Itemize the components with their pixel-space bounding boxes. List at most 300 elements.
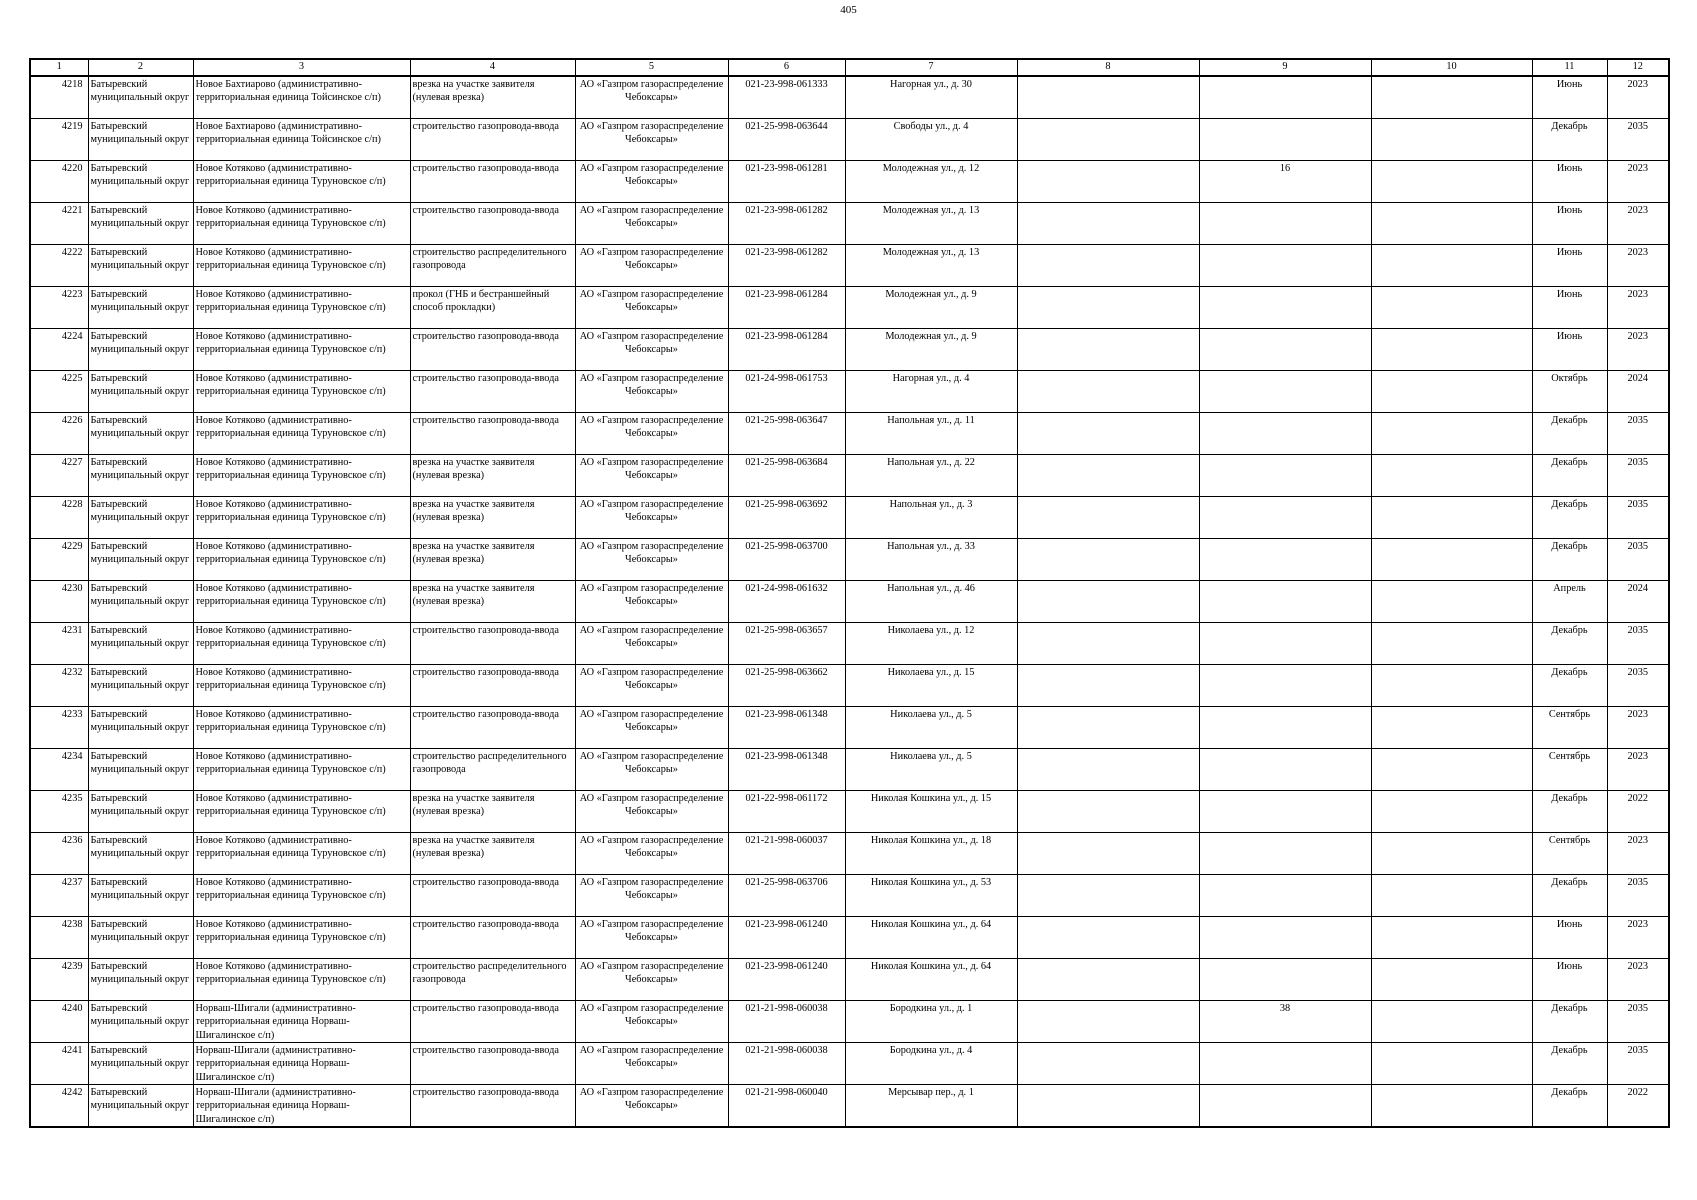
- application-code-cell-text: 021-23-998-061284: [745, 331, 828, 342]
- column-9-cell: [1199, 791, 1371, 833]
- district-cell: [88, 497, 193, 539]
- district-cell: [88, 371, 193, 413]
- work-type-cell-text: строительство газопровода-ввода: [412, 877, 559, 888]
- organization-cell-text: АО «Газпром газораспределение Чебоксары»: [579, 793, 724, 818]
- organization-cell-text: АО «Газпром газораспределение Чебоксары»: [579, 961, 724, 986]
- month-cell-text: Декабрь: [1551, 793, 1588, 804]
- column-8-cell: [1017, 875, 1199, 917]
- month-cell-text: Июнь: [1556, 919, 1583, 930]
- organization-cell-text: АО «Газпром газораспределение Чебоксары»: [579, 541, 724, 566]
- column-9-cell: [1199, 581, 1371, 623]
- application-code-cell: [728, 119, 845, 161]
- month-cell-text: Декабрь: [1551, 1045, 1588, 1056]
- address-cell-text: Бородкина ул., д. 1: [889, 1003, 973, 1014]
- table-row: [30, 1001, 1669, 1043]
- organization-cell-text: АО «Газпром газораспределение Чебоксары»: [579, 625, 724, 650]
- month-cell: [1532, 539, 1607, 581]
- column-header: 6: [728, 59, 845, 76]
- settlement-cell: [193, 329, 410, 371]
- address-cell-text: Молодежная ул., д. 13: [882, 247, 980, 258]
- month-cell-text: Декабрь: [1551, 625, 1588, 636]
- work-type-cell-text: прокол (ГНБ и бестраншейный способ прокладки): [412, 289, 550, 314]
- page-number: 405: [840, 4, 857, 16]
- year-cell: [1607, 1043, 1669, 1085]
- year-cell-text: 2023: [1627, 709, 1649, 720]
- settlement-cell: [193, 539, 410, 581]
- application-code-cell-text: 021-23-998-061281: [745, 163, 828, 174]
- address-cell: [845, 959, 1017, 1001]
- settlement-cell-text: Новое Бахтиарово (административно-территориальная единица Тойсинское с/п): [195, 121, 381, 146]
- month-cell-text: Сентябрь: [1548, 835, 1591, 846]
- year-cell: [1607, 119, 1669, 161]
- organization-cell: [575, 371, 728, 413]
- column-10-cell: [1371, 119, 1532, 161]
- settlement-cell-text: Норваш-Шигали (административно-территориальная единица Норваш-Шигалинское с/п): [195, 1087, 356, 1125]
- month-cell-text: Октябрь: [1551, 373, 1588, 384]
- table-row: [30, 749, 1669, 791]
- work-type-cell: [410, 119, 575, 161]
- organization-cell: [575, 245, 728, 287]
- month-cell: [1532, 497, 1607, 539]
- column-8-cell: [1017, 455, 1199, 497]
- column-9-cell: [1199, 1085, 1371, 1128]
- year-cell: [1607, 539, 1669, 581]
- table-row: [30, 455, 1669, 497]
- organization-cell-text: АО «Газпром газораспределение Чебоксары»: [579, 331, 724, 356]
- column-10-cell: [1371, 833, 1532, 875]
- application-code-cell-text: 021-23-998-061348: [745, 751, 828, 762]
- table-row: [30, 959, 1669, 1001]
- district-cell: [88, 329, 193, 371]
- settlement-cell-text: Новое Бахтиарово (административно-территориальная единица Тойсинское с/п): [195, 79, 381, 104]
- table-row: [30, 665, 1669, 707]
- row-number-cell: [30, 1001, 88, 1043]
- district-cell: [88, 455, 193, 497]
- month-cell: [1532, 329, 1607, 371]
- column-10-cell: [1371, 161, 1532, 203]
- year-cell-text: 2035: [1627, 415, 1649, 426]
- month-cell: [1532, 1001, 1607, 1043]
- column-10-cell: [1371, 1043, 1532, 1085]
- settlement-cell-text: Новое Котяково (административно-территориальная единица Туруновское с/п): [195, 289, 386, 314]
- address-cell: [845, 203, 1017, 245]
- work-type-cell: [410, 707, 575, 749]
- settlement-cell-text: Новое Котяково (административно-территориальная единица Туруновское с/п): [195, 331, 386, 356]
- column-10-cell: [1371, 581, 1532, 623]
- organization-cell-text: АО «Газпром газораспределение Чебоксары»: [579, 79, 724, 104]
- year-cell: [1607, 875, 1669, 917]
- column-header: 8: [1017, 59, 1199, 76]
- address-cell: [845, 287, 1017, 329]
- column-9-cell: [1199, 161, 1371, 203]
- district-cell: [88, 119, 193, 161]
- column-header: 5: [575, 59, 728, 76]
- row-number-cell: [30, 119, 88, 161]
- organization-cell: [575, 287, 728, 329]
- address-cell: [845, 1085, 1017, 1128]
- application-code-cell: [728, 329, 845, 371]
- settlement-cell-text: Норваш-Шигали (административно-территориальная единица Норваш-Шигалинское с/п): [195, 1045, 356, 1083]
- row-number-cell-text: 4239: [61, 961, 83, 972]
- organization-cell-text: АО «Газпром газораспределение Чебоксары»: [579, 583, 724, 608]
- district-cell: [88, 623, 193, 665]
- work-type-cell: [410, 1043, 575, 1085]
- year-cell-text: 2023: [1627, 79, 1649, 90]
- district-cell: [88, 1085, 193, 1128]
- work-type-cell: [410, 959, 575, 1001]
- row-number-cell: [30, 581, 88, 623]
- settlement-cell-text: Новое Котяково (административно-территориальная единица Туруновское с/п): [195, 415, 386, 440]
- work-type-cell: [410, 203, 575, 245]
- work-type-cell-text: врезка на участке заявителя (нулевая врезка): [412, 583, 535, 608]
- settlement-cell: [193, 161, 410, 203]
- organization-cell: [575, 707, 728, 749]
- district-cell-text: Батыревский муниципальный округ: [90, 1045, 190, 1070]
- column-9-cell: [1199, 539, 1371, 581]
- organization-cell-text: АО «Газпром газораспределение Чебоксары»: [579, 1045, 724, 1070]
- column-10-cell: [1371, 959, 1532, 1001]
- row-number-cell: [30, 245, 88, 287]
- year-cell-text: 2023: [1627, 835, 1649, 846]
- year-cell: [1607, 917, 1669, 959]
- district-cell-text: Батыревский муниципальный округ: [90, 877, 190, 902]
- year-cell: [1607, 1001, 1669, 1043]
- row-number-cell-text: 4235: [61, 793, 83, 804]
- address-cell-text: Николая Кошкина ул., д. 15: [870, 793, 992, 804]
- table-row: [30, 875, 1669, 917]
- settlement-cell: [193, 581, 410, 623]
- settlement-cell: [193, 371, 410, 413]
- district-cell-text: Батыревский муниципальный округ: [90, 163, 190, 188]
- settlement-cell: [193, 623, 410, 665]
- settlement-cell: [193, 455, 410, 497]
- work-type-cell: [410, 539, 575, 581]
- application-code-cell-text: 021-25-998-063657: [745, 625, 828, 636]
- organization-cell: [575, 455, 728, 497]
- district-cell: [88, 1043, 193, 1085]
- year-cell: [1607, 791, 1669, 833]
- application-code-cell-text: 021-21-998-060037: [745, 835, 828, 846]
- application-code-cell: [728, 959, 845, 1001]
- row-number-cell-text: 4226: [61, 415, 83, 426]
- row-number-cell: [30, 707, 88, 749]
- work-type-cell: [410, 413, 575, 455]
- month-cell-text: Июнь: [1556, 247, 1583, 258]
- month-cell: [1532, 413, 1607, 455]
- address-cell: [845, 329, 1017, 371]
- organization-cell: [575, 76, 728, 119]
- year-cell: [1607, 413, 1669, 455]
- address-cell-text: Напольная ул., д. 11: [887, 415, 975, 426]
- column-9-cell: [1199, 119, 1371, 161]
- year-cell: [1607, 245, 1669, 287]
- settlement-cell-text: Новое Котяково (административно-территориальная единица Туруновское с/п): [195, 919, 386, 944]
- month-cell-text: Июнь: [1556, 289, 1583, 300]
- settlement-cell: [193, 959, 410, 1001]
- organization-cell-text: АО «Газпром газораспределение Чебоксары»: [579, 457, 724, 482]
- column-10-cell: [1371, 203, 1532, 245]
- organization-cell: [575, 749, 728, 791]
- application-code-cell-text: 021-23-998-061333: [745, 79, 828, 90]
- address-cell: [845, 245, 1017, 287]
- district-cell-text: Батыревский муниципальный округ: [90, 625, 190, 650]
- year-cell: [1607, 707, 1669, 749]
- work-type-cell-text: строительство газопровода-ввода: [412, 1003, 559, 1014]
- year-cell-text: 2035: [1627, 121, 1649, 132]
- column-9-cell: [1199, 917, 1371, 959]
- district-cell-text: Батыревский муниципальный округ: [90, 709, 190, 734]
- row-number-cell: [30, 959, 88, 1001]
- month-cell: [1532, 707, 1607, 749]
- settlement-cell: [193, 497, 410, 539]
- table-row: [30, 539, 1669, 581]
- work-type-cell: [410, 791, 575, 833]
- address-cell: [845, 497, 1017, 539]
- organization-cell: [575, 623, 728, 665]
- column-8-cell: [1017, 1085, 1199, 1128]
- organization-cell-text: АО «Газпром газораспределение Чебоксары»: [579, 919, 724, 944]
- row-number-cell-text: 4233: [61, 709, 83, 720]
- application-code-cell: [728, 917, 845, 959]
- address-cell-text: Николаева ул., д. 5: [890, 709, 972, 720]
- row-number-cell: [30, 76, 88, 119]
- row-number-cell-text: 4242: [61, 1087, 83, 1098]
- year-cell-text: 2035: [1627, 1003, 1649, 1014]
- month-cell: [1532, 371, 1607, 413]
- row-number-cell: [30, 287, 88, 329]
- address-cell-text: Напольная ул., д. 33: [887, 541, 975, 552]
- year-cell-text: 2023: [1627, 289, 1649, 300]
- row-number-cell-text: 4237: [61, 877, 83, 888]
- row-number-cell-text: 4218: [61, 79, 83, 90]
- column-8-cell: [1017, 245, 1199, 287]
- work-type-cell-text: строительство газопровода-ввода: [412, 625, 559, 636]
- address-cell: [845, 833, 1017, 875]
- column-8-cell: [1017, 917, 1199, 959]
- organization-cell: [575, 497, 728, 539]
- column-8-cell: [1017, 1043, 1199, 1085]
- address-cell-text: Напольная ул., д. 22: [887, 457, 975, 468]
- district-cell: [88, 917, 193, 959]
- district-cell: [88, 413, 193, 455]
- address-cell-text: Николая Кошкина ул., д. 64: [870, 961, 992, 972]
- application-code-cell-text: 021-24-998-061632: [745, 583, 828, 594]
- application-code-cell: [728, 497, 845, 539]
- application-code-cell: [728, 875, 845, 917]
- application-code-cell-text: 021-25-998-063684: [745, 457, 828, 468]
- year-cell-text: 2035: [1627, 625, 1649, 636]
- application-code-cell-text: 021-23-998-061282: [745, 205, 828, 216]
- district-cell-text: Батыревский муниципальный округ: [90, 121, 190, 146]
- row-number-cell: [30, 371, 88, 413]
- organization-cell: [575, 581, 728, 623]
- table-row: [30, 329, 1669, 371]
- column-9-cell: [1199, 287, 1371, 329]
- column-9-cell: [1199, 329, 1371, 371]
- row-number-cell: [30, 329, 88, 371]
- year-cell: [1607, 665, 1669, 707]
- year-cell: [1607, 1085, 1669, 1128]
- row-number-cell: [30, 1085, 88, 1128]
- work-type-cell: [410, 833, 575, 875]
- year-cell-text: 2023: [1627, 205, 1649, 216]
- address-cell: [845, 1001, 1017, 1043]
- address-cell: [845, 917, 1017, 959]
- settlement-cell: [193, 707, 410, 749]
- application-code-cell-text: 021-23-998-061284: [745, 289, 828, 300]
- application-code-cell: [728, 749, 845, 791]
- column-9-cell: [1199, 665, 1371, 707]
- table-row: [30, 161, 1669, 203]
- application-code-cell-text: 021-25-998-063692: [745, 499, 828, 510]
- year-cell: [1607, 959, 1669, 1001]
- month-cell: [1532, 833, 1607, 875]
- month-cell: [1532, 665, 1607, 707]
- organization-cell-text: АО «Газпром газораспределение Чебоксары»: [579, 1003, 724, 1028]
- settlement-cell-text: Новое Котяково (административно-территориальная единица Туруновское с/п): [195, 457, 386, 482]
- row-number-cell-text: 4236: [61, 835, 83, 846]
- row-number-cell-text: 4231: [61, 625, 83, 636]
- column-10-cell: [1371, 455, 1532, 497]
- month-cell-text: Июнь: [1556, 331, 1583, 342]
- application-code-cell: [728, 1085, 845, 1128]
- table-row: [30, 245, 1669, 287]
- year-cell-text: 2023: [1627, 247, 1649, 258]
- work-type-cell: [410, 623, 575, 665]
- application-code-cell-text: 021-25-998-063706: [745, 877, 828, 888]
- organization-cell: [575, 539, 728, 581]
- column-header: 12: [1607, 59, 1669, 76]
- month-cell-text: Июнь: [1556, 163, 1583, 174]
- application-code-cell-text: 021-25-998-063700: [745, 541, 828, 552]
- organization-cell: [575, 1043, 728, 1085]
- work-type-cell: [410, 749, 575, 791]
- application-code-cell: [728, 245, 845, 287]
- column-header: 3: [193, 59, 410, 76]
- work-type-cell: [410, 1085, 575, 1128]
- organization-cell-text: АО «Газпром газораспределение Чебоксары»: [579, 415, 724, 440]
- organization-cell-text: АО «Газпром газораспределение Чебоксары»: [579, 1087, 724, 1112]
- district-cell: [88, 245, 193, 287]
- year-cell-text: 2035: [1627, 457, 1649, 468]
- district-cell: [88, 875, 193, 917]
- work-type-cell: [410, 161, 575, 203]
- settlement-cell-text: Новое Котяково (административно-территориальная единица Туруновское с/п): [195, 541, 386, 566]
- organization-cell: [575, 119, 728, 161]
- row-number-cell: [30, 665, 88, 707]
- organization-cell: [575, 203, 728, 245]
- address-cell-text: Николаева ул., д. 15: [887, 667, 975, 678]
- row-number-cell-text: 4223: [61, 289, 83, 300]
- district-cell-text: Батыревский муниципальный округ: [90, 751, 190, 776]
- row-number-cell-text: 4227: [61, 457, 83, 468]
- row-number-cell: [30, 833, 88, 875]
- year-cell: [1607, 76, 1669, 119]
- application-code-cell: [728, 371, 845, 413]
- row-number-cell: [30, 413, 88, 455]
- district-cell: [88, 959, 193, 1001]
- work-type-cell-text: строительство распределительного газопровода: [412, 751, 567, 776]
- district-cell-text: Батыревский муниципальный округ: [90, 79, 190, 104]
- work-type-cell: [410, 371, 575, 413]
- work-type-cell: [410, 1001, 575, 1043]
- address-cell-text: Молодежная ул., д. 9: [885, 331, 977, 342]
- work-type-cell-text: строительство распределительного газопровода: [412, 247, 567, 272]
- column-10-cell: [1371, 623, 1532, 665]
- work-type-cell-text: строительство газопровода-ввода: [412, 709, 559, 720]
- application-code-cell: [728, 623, 845, 665]
- district-cell: [88, 581, 193, 623]
- district-cell: [88, 833, 193, 875]
- organization-cell: [575, 413, 728, 455]
- row-number-cell: [30, 1043, 88, 1085]
- work-type-cell-text: врезка на участке заявителя (нулевая врезка): [412, 793, 535, 818]
- district-cell-text: Батыревский муниципальный округ: [90, 793, 190, 818]
- district-cell: [88, 287, 193, 329]
- month-cell-text: Декабрь: [1551, 877, 1588, 888]
- work-type-cell-text: врезка на участке заявителя (нулевая врезка): [412, 499, 535, 524]
- district-cell-text: Батыревский муниципальный округ: [90, 331, 190, 356]
- column-9-cell: [1199, 833, 1371, 875]
- month-cell-text: Декабрь: [1551, 667, 1588, 678]
- settlement-cell: [193, 665, 410, 707]
- address-cell: [845, 161, 1017, 203]
- application-code-cell: [728, 161, 845, 203]
- work-type-cell: [410, 76, 575, 119]
- month-cell: [1532, 791, 1607, 833]
- column-9-cell: [1199, 1001, 1371, 1043]
- district-cell: [88, 665, 193, 707]
- work-type-cell-text: врезка на участке заявителя (нулевая врезка): [412, 541, 535, 566]
- year-cell: [1607, 581, 1669, 623]
- year-cell: [1607, 203, 1669, 245]
- month-cell-text: Сентябрь: [1548, 751, 1591, 762]
- month-cell: [1532, 1085, 1607, 1128]
- organization-cell: [575, 959, 728, 1001]
- column-8-cell: [1017, 749, 1199, 791]
- work-type-cell: [410, 245, 575, 287]
- year-cell-text: 2022: [1627, 1087, 1649, 1098]
- organization-cell-text: АО «Газпром газораспределение Чебоксары»: [579, 121, 724, 146]
- row-number-cell: [30, 455, 88, 497]
- work-type-cell-text: строительство газопровода-ввода: [412, 1045, 559, 1056]
- organization-cell-text: АО «Газпром газораспределение Чебоксары»: [579, 205, 724, 230]
- district-cell: [88, 76, 193, 119]
- district-cell-text: Батыревский муниципальный округ: [90, 205, 190, 230]
- month-cell: [1532, 623, 1607, 665]
- row-number-cell: [30, 623, 88, 665]
- work-type-cell: [410, 875, 575, 917]
- column-10-cell: [1371, 791, 1532, 833]
- work-type-cell: [410, 581, 575, 623]
- organization-cell: [575, 1085, 728, 1128]
- address-cell-text: Напольная ул., д. 46: [887, 583, 975, 594]
- month-cell: [1532, 917, 1607, 959]
- row-number-cell-text: 4230: [61, 583, 83, 594]
- address-cell-text: Молодежная ул., д. 9: [885, 289, 977, 300]
- table-row: [30, 833, 1669, 875]
- address-cell-text: Николая Кошкина ул., д. 18: [870, 835, 992, 846]
- settlement-cell-text: Новое Котяково (административно-территориальная единица Туруновское с/п): [195, 247, 386, 272]
- settlement-cell: [193, 917, 410, 959]
- address-cell: [845, 581, 1017, 623]
- address-cell: [845, 875, 1017, 917]
- table-row: [30, 371, 1669, 413]
- organization-cell-text: АО «Газпром газораспределение Чебоксары»: [579, 499, 724, 524]
- year-cell: [1607, 749, 1669, 791]
- settlement-cell-text: Новое Котяково (административно-территориальная единица Туруновское с/п): [195, 751, 386, 776]
- organization-cell: [575, 329, 728, 371]
